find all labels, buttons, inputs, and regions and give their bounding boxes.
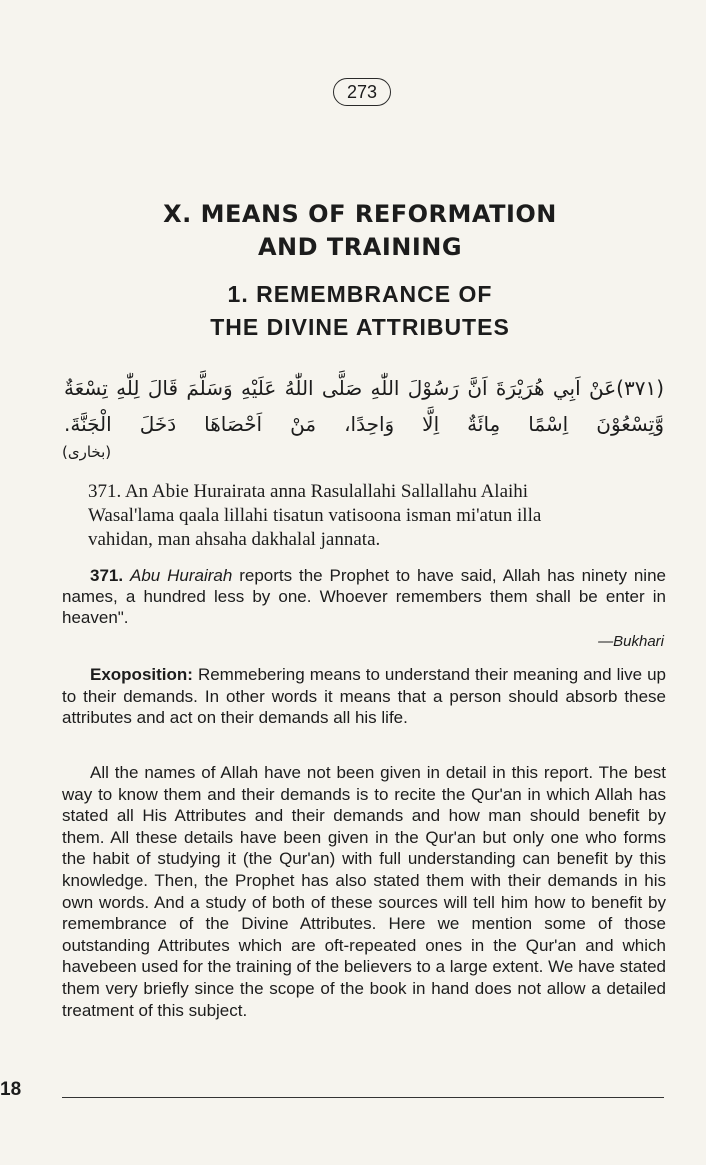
chapter-title-line-2: AND TRAINING: [257, 233, 463, 261]
exposition-text: Remmebering means to understand their meaning and live up to their demands. In other words it means that a person should absorb these attributes and act on their demands all his life.: [62, 665, 666, 728]
footer-rule: [62, 1097, 664, 1098]
section-title-line-2: THE DIVINE ATTRIBUTES: [210, 314, 510, 340]
section-title-line-1: 1. REMEMBRANCE OF: [227, 281, 493, 307]
exposition-paragraph: [62, 664, 666, 729]
transliteration-line: Wasal'lama qaala lillahi tisatun vatisoona isman mi'atun illa: [88, 505, 542, 526]
hadith-translation-text: reports the Prophet to have said, Allah has ninety nine names, a hundred less by one. Whoever remembers them shall be enter in heaven".: [62, 566, 666, 627]
chapter-title: [60, 198, 660, 264]
page-number: 273: [333, 78, 391, 106]
section-title: [60, 278, 660, 344]
hadith-transliteration: [88, 480, 668, 552]
margin-page-number: 18: [0, 1079, 22, 1100]
body-paragraph: All the names of Allah have not been given in detail in this report. The best way to know them and their demands is to recite the Qur'an in which Allah has stated all His Attributes and their demands and how man should benefit by them. All these details have been given in the Qur'an but only one who forms the habit of studying it (the Qur'an) with full understanding can benefit by this knowledge. Then, the Prophet has also stated them with their demands in his own words. And a study of both of these sources will tell him how to benefit by remembrance of the Divine Attributes. Here we mention some of those outstanding Attributes which are oft-repeated ones in the Qur'an and which havebeen used for the training of the believers to a large extent. We have stated them very briefly since the scope of the book in hand does not allow a detailed treatment of this subject.: [62, 763, 666, 1020]
hadith-arabic-text: (٣٧١)عَنْ اَبِي هُرَيْرَةَ اَنَّ رَسُوْلَ اللّٰهِ صَلَّى اللّٰهُ عَلَيْهِ وَسَلَّمَ قَالَ لِلّٰهِ تِسْعَةٌ وَّتِسْعُوْنَ اِسْمًا مِائَةٌ اِلَّا وَاحِدًا، مَنْ اَحْصَاهَا دَخَلَ الْجَنَّةَ.: [64, 376, 664, 436]
chapter-title-line-1: X. MEANS OF REFORMATION: [163, 200, 557, 228]
hadith-translation: [62, 565, 666, 628]
hadith-source: —Bukhari: [598, 633, 664, 650]
transliteration-line: 371. An Abie Hurairata anna Rasulallahi Sallallahu Alaihi: [88, 481, 529, 502]
hadith-narrator: Abu Hurairah: [129, 566, 233, 585]
transliteration-line: vahidan, man ahsaha dakhalal jannata.: [88, 529, 381, 550]
exposition-label: Exoposition:: [90, 665, 193, 684]
hadith-arabic-source: (بخاری): [62, 443, 112, 461]
hadith-number: 371.: [90, 566, 124, 585]
